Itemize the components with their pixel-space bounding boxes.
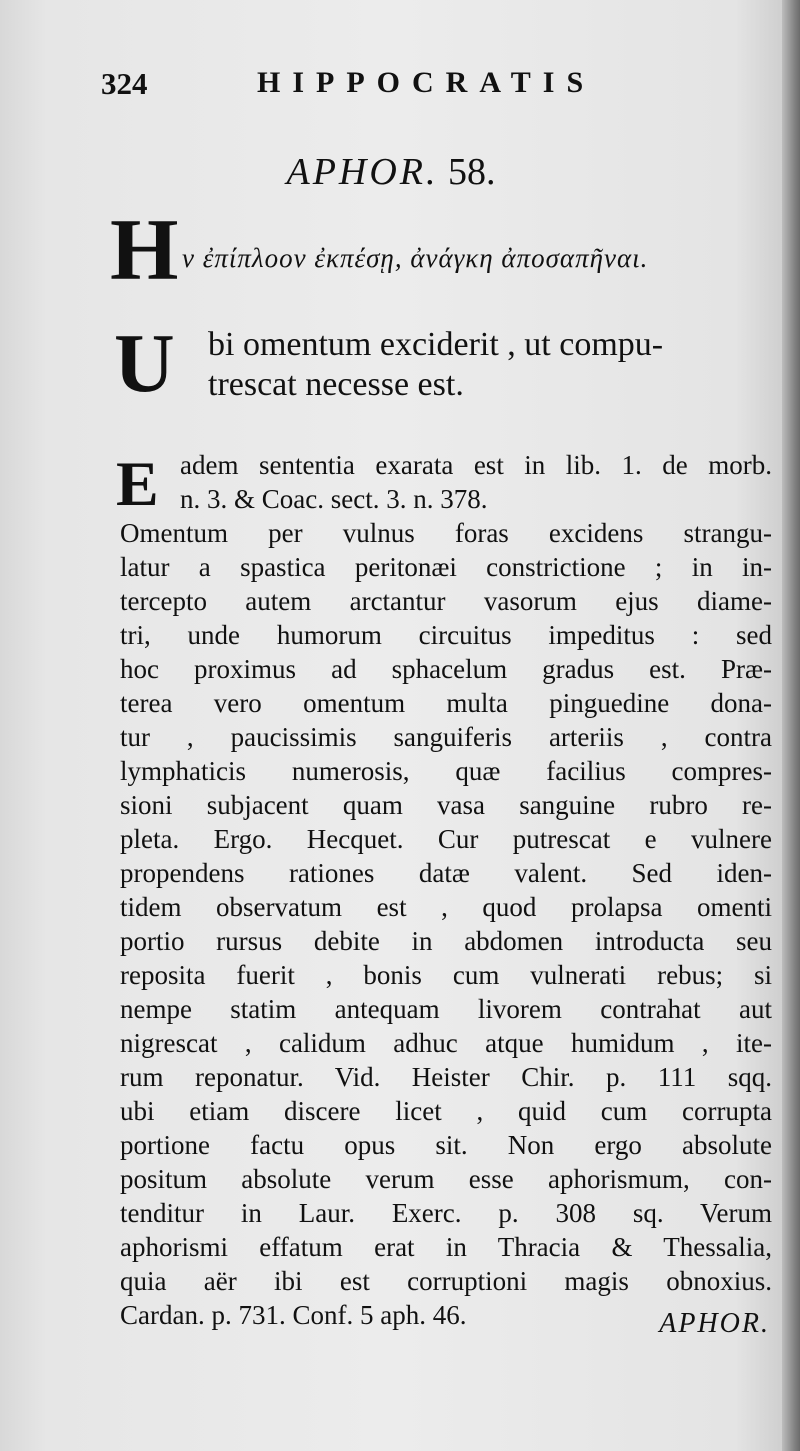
commentary-drop-cap: E bbox=[116, 448, 159, 519]
commentary-line: tur , paucissimis sanguiferis arteriis , contra bbox=[120, 722, 772, 752]
greek-aphorism bbox=[110, 202, 770, 299]
commentary-line: tri, unde humorum circuitus impeditus : sed bbox=[120, 620, 772, 650]
commentary-line: tenditur in Laur. Exerc. p. 308 sq. Verum bbox=[120, 1198, 772, 1228]
latin-drop-cap: U bbox=[114, 317, 175, 410]
latin-line-2: trescat necesse est. bbox=[208, 366, 464, 403]
commentary-line: n. 3. & Coac. sect. 3. n. 378. bbox=[180, 484, 488, 514]
commentary-line: Omentum per vulnus foras excidens strangu- bbox=[120, 518, 772, 548]
commentary-line: pleta. Ergo. Hecquet. Cur putrescat e vulnere bbox=[120, 824, 772, 854]
commentary-line: rum reponatur. Vid. Heister Chir. p. 111 sqq. bbox=[120, 1062, 772, 1092]
commentary-line: positum absolute verum esse aphorismum, con- bbox=[120, 1164, 772, 1194]
greek-text: ν ἐπίπλοον ἐκπέσῃ, ἀνάγκη ἀποσαπῆναι. bbox=[182, 243, 649, 273]
commentary-line: nempe statim antequam livorem contrahat aut bbox=[120, 994, 772, 1024]
commentary-line: lymphaticis numerosis, quæ facilius compres- bbox=[120, 756, 772, 786]
aphorism-label: APHOR. bbox=[286, 151, 439, 193]
page-edge bbox=[782, 0, 800, 1451]
commentary-line: tercepto autem arctantur vasorum ejus diame- bbox=[120, 586, 772, 616]
running-title: HIPPOCRATIS bbox=[257, 66, 596, 99]
catchword: APHOR. bbox=[659, 1308, 770, 1339]
commentary-line: portio rursus debite in abdomen introducta seu bbox=[120, 926, 772, 956]
commentary-line: tidem observatum est , quod prolapsa omenti bbox=[120, 892, 772, 922]
commentary-line: ubi etiam discere licet , quid cum corrupta bbox=[120, 1096, 772, 1126]
greek-drop-cap: H bbox=[110, 202, 179, 299]
page-number: 324 bbox=[101, 66, 148, 101]
commentary-line: nigrescat , calidum adhuc atque humidum , ite- bbox=[120, 1028, 772, 1058]
latin-aphorism bbox=[110, 317, 770, 420]
commentary-line: adem sententia exarata est in lib. 1. de morb. bbox=[180, 450, 772, 480]
commentary-line: propendens rationes datæ valent. Sed iden- bbox=[120, 858, 772, 888]
commentary-line: portione factu opus sit. Non ergo absolute bbox=[120, 1130, 772, 1160]
commentary-line: hoc proximus ad sphacelum gradus est. Præ- bbox=[120, 654, 772, 684]
aphorism-heading bbox=[0, 150, 782, 194]
commentary-line: Cardan. p. 731. Conf. 5 aph. 46. bbox=[120, 1300, 467, 1330]
commentary-line: sioni subjacent quam vasa sanguine rubro re- bbox=[120, 790, 772, 820]
aphorism-number: 58. bbox=[448, 151, 496, 193]
commentary-line: aphorismi effatum erat in Thracia & Thessalia, bbox=[120, 1232, 772, 1262]
commentary-line: terea vero omentum multa pinguedine dona- bbox=[120, 688, 772, 718]
commentary-line: reposita fuerit , bonis cum vulnerati rebus; si bbox=[120, 960, 772, 990]
running-head bbox=[95, 62, 635, 106]
latin-line-1: bi omentum exciderit , ut compu- bbox=[208, 326, 664, 363]
commentary-line: latur a spastica peritonæi constrictione ; in in- bbox=[120, 552, 772, 582]
commentary-line: quia aër ibi est corruptioni magis obnoxius. bbox=[120, 1266, 772, 1296]
commentary bbox=[112, 448, 772, 1348]
